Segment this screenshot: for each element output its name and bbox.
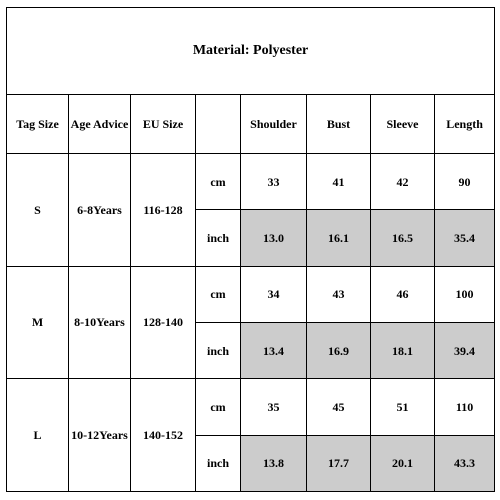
age-advice-cell: 6-8Years <box>69 153 131 266</box>
shoulder-cell: 34 <box>241 266 307 322</box>
title-row <box>7 8 495 95</box>
bust-cell: 16.1 <box>307 210 371 266</box>
header-length: Length <box>435 94 495 153</box>
table-row-m-cm <box>7 266 495 322</box>
size-chart-table <box>6 7 495 492</box>
header-age-advice: Age Advice <box>69 94 131 153</box>
tag-size-cell: S <box>7 153 69 266</box>
bust-cell: 16.9 <box>307 322 371 378</box>
bust-cell: 41 <box>307 153 371 209</box>
header-eu-size: EU Size <box>131 94 196 153</box>
shoulder-cell: 35 <box>241 379 307 435</box>
shoulder-cell: 33 <box>241 153 307 209</box>
eu-size-cell: 116-128 <box>131 153 196 266</box>
tag-size-cell: L <box>7 379 69 492</box>
age-advice-cell: 8-10Years <box>69 266 131 379</box>
unit-cell: cm <box>196 153 241 209</box>
bust-cell: 17.7 <box>307 435 371 491</box>
sleeve-cell: 42 <box>371 153 435 209</box>
header-sleeve: Sleeve <box>371 94 435 153</box>
sleeve-cell: 18.1 <box>371 322 435 378</box>
material-title: Material: Polyester <box>7 8 495 95</box>
unit-cell: cm <box>196 266 241 322</box>
age-advice-cell: 10-12Years <box>69 379 131 492</box>
eu-size-cell: 128-140 <box>131 266 196 379</box>
sleeve-cell: 16.5 <box>371 210 435 266</box>
length-cell: 39.4 <box>435 322 495 378</box>
length-cell: 43.3 <box>435 435 495 491</box>
eu-size-cell: 140-152 <box>131 379 196 492</box>
length-cell: 90 <box>435 153 495 209</box>
header-unit <box>196 94 241 153</box>
header-shoulder: Shoulder <box>241 94 307 153</box>
bust-cell: 45 <box>307 379 371 435</box>
length-cell: 110 <box>435 379 495 435</box>
sleeve-cell: 20.1 <box>371 435 435 491</box>
table-row-l-cm <box>7 379 495 435</box>
header-row <box>7 94 495 153</box>
header-bust: Bust <box>307 94 371 153</box>
bust-cell: 43 <box>307 266 371 322</box>
sleeve-cell: 46 <box>371 266 435 322</box>
header-tag-size: Tag Size <box>7 94 69 153</box>
table-row-s-cm <box>7 153 495 209</box>
unit-cell: inch <box>196 435 241 491</box>
shoulder-cell: 13.0 <box>241 210 307 266</box>
sleeve-cell: 51 <box>371 379 435 435</box>
length-cell: 100 <box>435 266 495 322</box>
tag-size-cell: M <box>7 266 69 379</box>
unit-cell: inch <box>196 210 241 266</box>
shoulder-cell: 13.4 <box>241 322 307 378</box>
unit-cell: cm <box>196 379 241 435</box>
unit-cell: inch <box>196 322 241 378</box>
length-cell: 35.4 <box>435 210 495 266</box>
shoulder-cell: 13.8 <box>241 435 307 491</box>
